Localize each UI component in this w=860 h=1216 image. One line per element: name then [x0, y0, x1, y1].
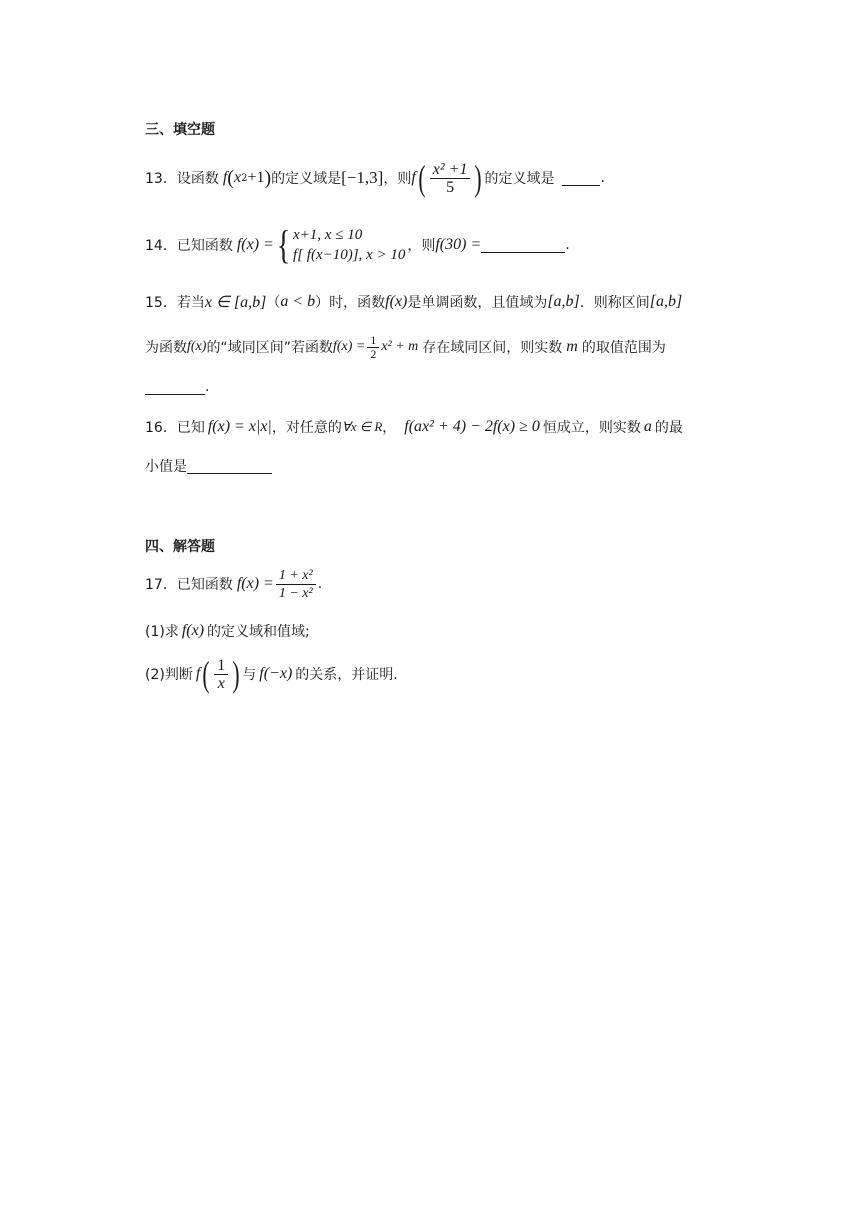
question-15-line-1	[145, 290, 682, 314]
q15-l1-b: x ∈ [a,b]	[204, 294, 267, 311]
q15-end: .	[205, 379, 210, 395]
q15-l1-h: [a,b]	[547, 293, 580, 310]
q17-p1-c: 的定义域和值域;	[207, 624, 310, 640]
q13-text-3: 的定义域是	[484, 171, 555, 187]
q13-interval: [−1,3]	[341, 168, 384, 187]
q15-frac-num: 1	[367, 334, 379, 348]
q15-answer-blank[interactable]	[145, 380, 205, 395]
q13-inner-tail: +1	[247, 169, 265, 186]
q16-l1-f: f(ax² + 4) − 2f(x) ≥ 0	[404, 418, 540, 435]
q13-text-1: 的定义域是	[271, 171, 342, 187]
q17-lhs: f(x) =	[236, 575, 274, 592]
q14-case-2: f[ f(x−10)], x > 10	[293, 247, 406, 263]
q16-l1-e: ，	[382, 420, 397, 436]
q15-l1-a: 15．若当	[145, 295, 205, 311]
q14-answer-blank[interactable]	[481, 238, 565, 253]
q17-p1-a: (1)求	[145, 624, 179, 640]
q15-l2-b: f(x)	[187, 339, 207, 354]
q14-case-1: x+1, x ≤ 10	[293, 227, 363, 243]
q15-l1-c: （	[266, 295, 281, 311]
q16-l1-g: 恒成立，则实数	[542, 420, 641, 436]
q15-fraction	[367, 334, 379, 361]
q14-text-1: ，则	[407, 238, 436, 254]
question-17-part-2	[145, 654, 398, 694]
q17-p2-f: f	[195, 665, 201, 682]
q13-frac-num: x² +1	[430, 161, 471, 179]
q14-end: .	[565, 237, 570, 253]
q14-brace: {	[276, 222, 291, 267]
q15-l1-f: f(x)	[385, 293, 408, 310]
q15-l2-f: 存在域同区间，则实数	[422, 340, 563, 356]
q14-lhs: f(x) =	[236, 236, 274, 253]
q13-big-paren-open: (	[418, 158, 426, 198]
q13-end: .	[600, 170, 605, 186]
question-13	[145, 158, 605, 198]
q17-fraction	[276, 567, 316, 602]
q17-p2-b: 与	[242, 667, 257, 683]
section-title-fill-in: 三、填空题	[145, 122, 215, 138]
q16-l1-a: 16．已知	[145, 420, 205, 436]
q13-paren-close: )	[264, 166, 272, 189]
q15-l1-d: a < b	[280, 293, 316, 310]
q16-l1-h: a	[643, 418, 652, 435]
q13-big-paren-close: )	[474, 158, 483, 198]
q17-p2-den: x	[217, 674, 225, 692]
q16-l2-a: 小值是	[145, 459, 187, 475]
q17-number: 17．已知函数	[145, 577, 233, 593]
q17-p2-d: 的关系，并证明.	[295, 667, 398, 683]
q15-l2-d: f(x) =	[332, 339, 366, 354]
q13-paren-open: (	[227, 166, 234, 189]
q17-p2-fraction	[214, 657, 228, 692]
q17-p2-num: 1	[214, 657, 228, 675]
q17-p2-c: f(−x)	[259, 665, 293, 682]
question-17-part-1	[145, 619, 310, 643]
q15-l1-g: 是单调函数，且值域为	[407, 295, 548, 311]
q17-frac-num: 1 + x²	[276, 567, 316, 585]
q13-f2: f	[411, 169, 416, 186]
q17-p2-a: (2)判断	[145, 667, 193, 683]
q14-rhs: f(30) =	[435, 236, 482, 253]
q17-big-paren-open: (	[202, 654, 210, 694]
q17-p1-b: f(x)	[181, 622, 205, 639]
q13-fraction	[430, 161, 471, 196]
q15-l2-g: m	[566, 338, 578, 355]
q15-l2-h: 的取值范围为	[581, 340, 666, 356]
q15-l1-e: ）时，函数	[315, 295, 386, 311]
q13-frac-den: 5	[446, 178, 455, 196]
q15-frac-den: 2	[370, 346, 377, 361]
q16-l1-d: ∀x ∈ R	[341, 419, 383, 434]
q16-answer-blank[interactable]	[187, 459, 272, 474]
q17-end: .	[317, 576, 323, 592]
q16-l1-c: ，对任意的	[271, 420, 342, 436]
question-17	[145, 564, 322, 604]
q15-l1-i: ．则称区间	[579, 295, 650, 311]
question-15-line-2	[145, 330, 666, 364]
q13-answer-blank[interactable]	[562, 171, 600, 186]
q13-f1: f	[222, 169, 228, 186]
section-title-answer: 四、解答题	[145, 539, 215, 555]
q13-inner-x: x	[233, 169, 242, 186]
q14-cases	[293, 225, 405, 265]
q17-big-paren-close: )	[232, 654, 240, 694]
q14-number: 14．已知函数	[145, 238, 233, 254]
q16-l1-b: f(x) = x|x|	[207, 418, 272, 435]
question-16-line-2	[145, 456, 272, 476]
question-16-line-1	[145, 414, 683, 440]
q15-l2-a: 为函数	[145, 340, 187, 356]
q17-frac-den: 1 − x²	[278, 585, 313, 601]
q15-l2-c: 的“域同区间”若函数	[206, 340, 333, 356]
question-15-line-3	[145, 378, 209, 396]
q15-l1-j: [a,b]	[649, 293, 683, 310]
question-14	[145, 222, 570, 268]
q13-inner-sup: 2	[241, 172, 248, 184]
q13-number: 13．设函数	[145, 171, 219, 187]
q15-l2-e: x² + m	[381, 339, 419, 354]
q16-l1-i: 的最	[654, 420, 683, 436]
q13-text-2: ，则	[383, 171, 412, 187]
